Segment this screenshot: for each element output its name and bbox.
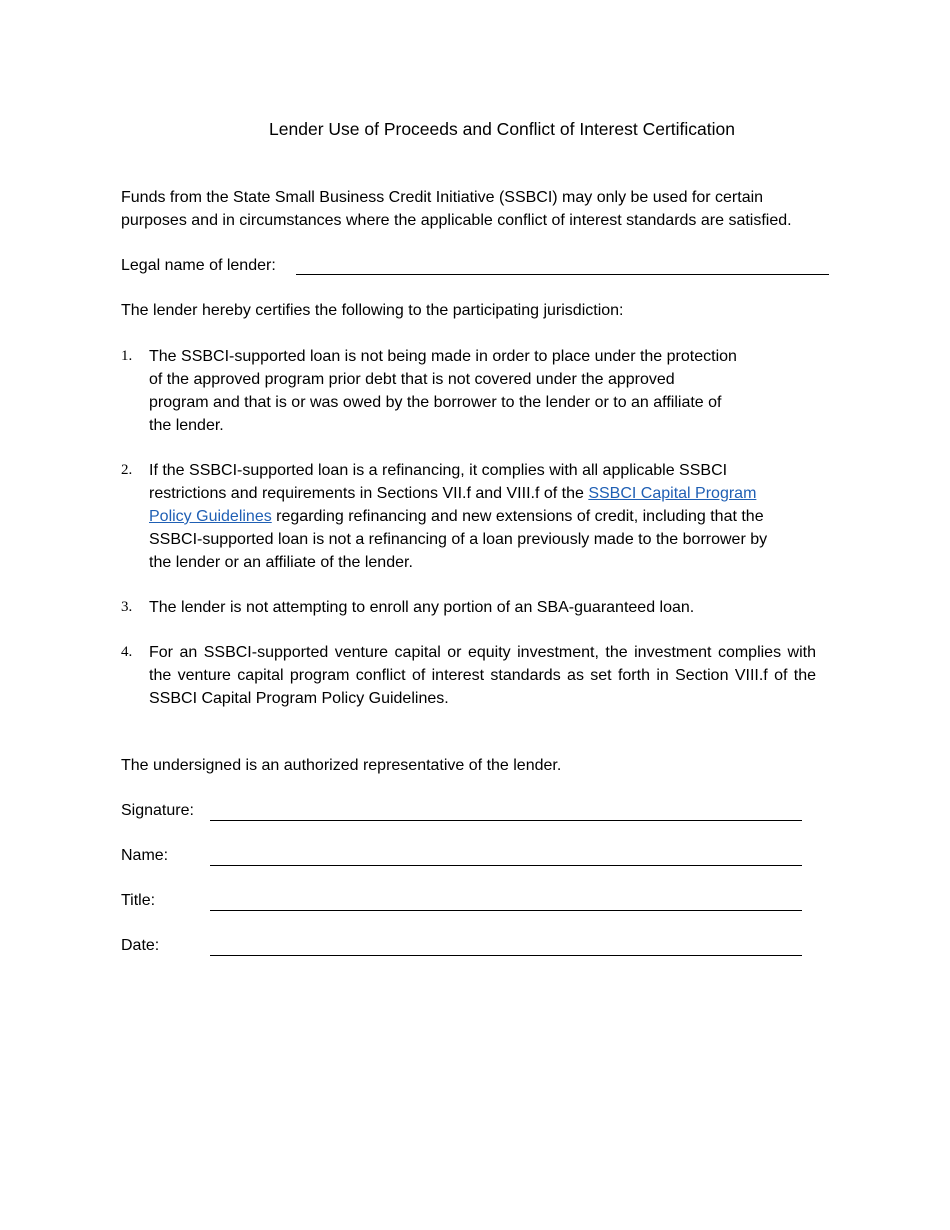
item-3-number: 3.	[121, 599, 133, 615]
item-2-text	[149, 459, 767, 574]
item-2-line: the lender or an affiliate of the lender.	[149, 554, 413, 571]
name-label: Name:	[121, 847, 169, 864]
item-2-line	[149, 505, 767, 528]
date-label: Date:	[121, 937, 160, 954]
item-1-number: 1.	[121, 348, 133, 364]
policy-guidelines-link[interactable]: SSBCI Capital Program	[588, 485, 757, 502]
item-1-line: the lender.	[149, 417, 224, 434]
signature-label: Signature:	[121, 802, 194, 819]
lender-name-label: Legal name of lender:	[121, 257, 276, 274]
item-4-number: 4.	[121, 644, 133, 660]
item-2-line: SSBCI-supported loan is not a refinancing of a loan previously made to the borrower by	[149, 531, 768, 548]
item-2-line-prefix: restrictions and requirements in Sections VII.f and VIII.f of the	[149, 485, 589, 502]
title-field[interactable]	[210, 910, 802, 911]
item-1-line: The SSBCI-supported loan is not being made in order to place under the protection	[149, 348, 737, 365]
item-1-text	[149, 345, 737, 437]
certify-statement: The lender hereby certifies the following to the participating jurisdiction:	[121, 302, 624, 319]
item-2-line	[149, 482, 767, 505]
item-2-line: If the SSBCI-supported loan is a refinancing, it complies with all applicable SSBCI	[149, 462, 728, 479]
document-title: Lender Use of Proceeds and Conflict of Interest Certification	[269, 119, 735, 139]
policy-guidelines-link-continued[interactable]: Policy Guidelines	[149, 508, 272, 525]
item-2-number: 2.	[121, 462, 133, 478]
signature-field[interactable]	[210, 820, 802, 821]
item-1-line: program and that is or was owed by the borrower to the lender or to an affiliate of	[149, 394, 722, 411]
item-3-text: The lender is not attempting to enroll any portion of an SBA-guaranteed loan.	[149, 599, 695, 616]
name-field[interactable]	[210, 865, 802, 866]
intro-line-1: Funds from the State Small Business Credit Initiative (SSBCI) may only be used for certain	[121, 189, 764, 206]
undersigned-statement: The undersigned is an authorized representative of the lender.	[121, 757, 562, 774]
title-label: Title:	[121, 892, 156, 909]
date-field[interactable]	[210, 955, 802, 956]
lender-name-field[interactable]	[296, 274, 829, 275]
item-2-line-suffix: regarding refinancing and new extensions of credit, including that the	[271, 508, 764, 525]
intro-line-2: purposes and in circumstances where the applicable conflict of interest standards are satisfied.	[121, 211, 792, 229]
intro-paragraph	[121, 187, 792, 232]
item-4-text: For an SSBCI-supported venture capital or equity investment, the investment complies with the venture capital program conflict of interest standards as set forth in Section VIII.f of the SSBCI Capital Program Policy Guidelines.	[149, 644, 816, 707]
item-1-line: of the approved program prior debt that is not covered under the approved	[149, 371, 675, 388]
